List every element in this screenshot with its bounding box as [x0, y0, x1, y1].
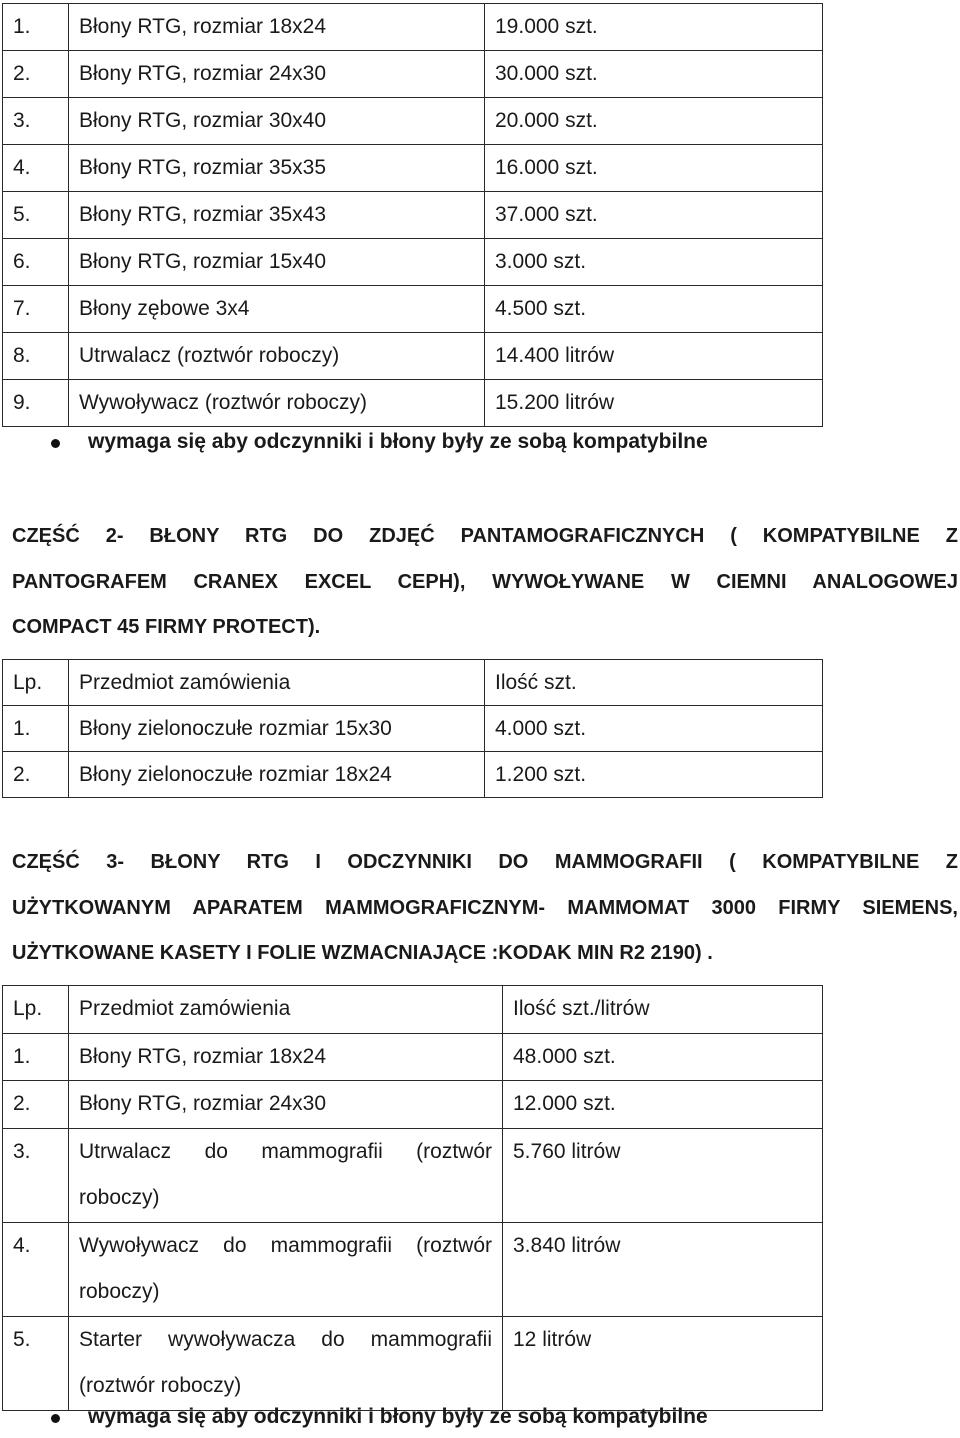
compatibility-note	[0, 1401, 960, 1437]
table-row	[3, 333, 823, 380]
item-name: Utrwalacz do mammografii (roztwór roboczy)	[69, 1128, 503, 1222]
item-name: Błony RTG, rozmiar 15x40	[69, 239, 485, 286]
row-number: 5.	[3, 192, 69, 239]
table-row	[3, 98, 823, 145]
note-text: wymaga się aby odczynniki i błony były ze sobą kompatybilne	[88, 430, 708, 453]
table-header-row	[3, 660, 823, 706]
row-number: 3.	[3, 1128, 69, 1222]
table-row	[3, 752, 823, 798]
table-row	[3, 239, 823, 286]
item-quantity: 30.000 szt.	[485, 51, 823, 98]
heading-line: PANTOGRAFEM CRANEX EXCEL CEPH), WYWOŁYWANE W CIEMNI ANALOGOWEJ	[12, 570, 958, 593]
row-number: 1.	[3, 706, 69, 752]
item-name: Błony zielonoczułe rozmiar 15x30	[69, 706, 485, 752]
table-row	[3, 1222, 823, 1316]
header-item: Przedmiot zamówienia	[69, 660, 485, 706]
item-name: Błony RTG, rozmiar 35x43	[69, 192, 485, 239]
row-number: 9.	[3, 380, 69, 427]
table-row	[3, 145, 823, 192]
item-quantity: 20.000 szt.	[485, 98, 823, 145]
row-number: 2.	[3, 51, 69, 98]
item-quantity: 16.000 szt.	[485, 145, 823, 192]
item-quantity: 3.000 szt.	[485, 239, 823, 286]
header-no: Lp.	[3, 986, 69, 1034]
table-row	[3, 1033, 823, 1081]
item-name: Błony RTG, rozmiar 30x40	[69, 98, 485, 145]
item-quantity: 5.760 litrów	[503, 1128, 823, 1222]
heading-line: CZĘŚĆ 2- BŁONY RTG DO ZDJĘĆ PANTAMOGRAFICZNYCH ( KOMPATYBILNE Z	[12, 525, 958, 547]
item-quantity: 1.200 szt.	[485, 752, 823, 798]
heading-line: COMPACT 45 FIRMY PROTECT).	[12, 616, 321, 638]
table-row	[3, 1128, 823, 1222]
row-number: 7.	[3, 286, 69, 333]
table-header-row	[3, 986, 823, 1034]
row-number: 5.	[3, 1316, 69, 1410]
table-row	[3, 192, 823, 239]
item-quantity: 3.840 litrów	[503, 1222, 823, 1316]
table-row	[3, 706, 823, 752]
item-name: Wywoływacz (roztwór roboczy)	[69, 380, 485, 427]
item-name: Błony RTG, rozmiar 18x24	[69, 4, 485, 51]
item-name: Błony zębowe 3x4	[69, 286, 485, 333]
part1-table	[2, 3, 823, 427]
item-quantity: 12 litrów	[503, 1316, 823, 1410]
part2-table	[2, 659, 823, 798]
table-row	[3, 1316, 823, 1410]
item-name: Błony zielonoczułe rozmiar 18x24	[69, 752, 485, 798]
item-name: Wywoływacz do mammografii (roztwór roboczy)	[69, 1222, 503, 1316]
item-name: Starter wywoływacza do mammografii (roztwór roboczy)	[69, 1316, 503, 1410]
header-no: Lp.	[3, 660, 69, 706]
part3-table	[2, 985, 823, 1411]
item-name: Błony RTG, rozmiar 24x30	[69, 51, 485, 98]
row-number: 1.	[3, 1033, 69, 1081]
note-text: wymaga się aby odczynniki i błony były ze sobą kompatybilne	[88, 1405, 708, 1428]
row-number: 6.	[3, 239, 69, 286]
item-quantity: 37.000 szt.	[485, 192, 823, 239]
item-name: Utrwalacz (roztwór roboczy)	[69, 333, 485, 380]
table-row	[3, 286, 823, 333]
item-name: Błony RTG, rozmiar 24x30	[69, 1081, 503, 1129]
row-number: 2.	[3, 1081, 69, 1129]
item-quantity: 12.000 szt.	[503, 1081, 823, 1129]
item-quantity: 4.000 szt.	[485, 706, 823, 752]
table-row	[3, 4, 823, 51]
header-item: Przedmiot zamówienia	[69, 986, 503, 1034]
row-number: 4.	[3, 1222, 69, 1316]
item-quantity: 48.000 szt.	[503, 1033, 823, 1081]
header-qty: Ilość szt./litrów	[503, 986, 823, 1034]
item-name: Błony RTG, rozmiar 18x24	[69, 1033, 503, 1081]
item-quantity: 19.000 szt.	[485, 4, 823, 51]
header-qty: Ilość szt.	[485, 660, 823, 706]
row-number: 4.	[3, 145, 69, 192]
table-row	[3, 1081, 823, 1129]
table-row	[3, 380, 823, 427]
item-quantity: 4.500 szt.	[485, 286, 823, 333]
item-quantity: 15.200 litrów	[485, 380, 823, 427]
table-row	[3, 51, 823, 98]
row-number: 8.	[3, 333, 69, 380]
row-number: 3.	[3, 98, 69, 145]
heading-line: UŻYTKOWANE KASETY I FOLIE WZMACNIAJĄCE :KODAK MIN R2 2190) .	[12, 942, 713, 964]
row-number: 1.	[3, 4, 69, 51]
row-number: 2.	[3, 752, 69, 798]
bullet-icon	[51, 439, 60, 448]
compatibility-note	[0, 426, 960, 462]
heading-line: CZĘŚĆ 3- BŁONY RTG I ODCZYNNIKI DO MAMMOGRAFII ( KOMPATYBILNE Z	[12, 851, 958, 873]
item-name: Błony RTG, rozmiar 35x35	[69, 145, 485, 192]
heading-line: UŻYTKOWANYM APARATEM MAMMOGRAFICZNYM- MAMMOMAT 3000 FIRMY SIEMENS,	[12, 896, 958, 919]
item-quantity: 14.400 litrów	[485, 333, 823, 380]
bullet-icon	[51, 1414, 60, 1423]
